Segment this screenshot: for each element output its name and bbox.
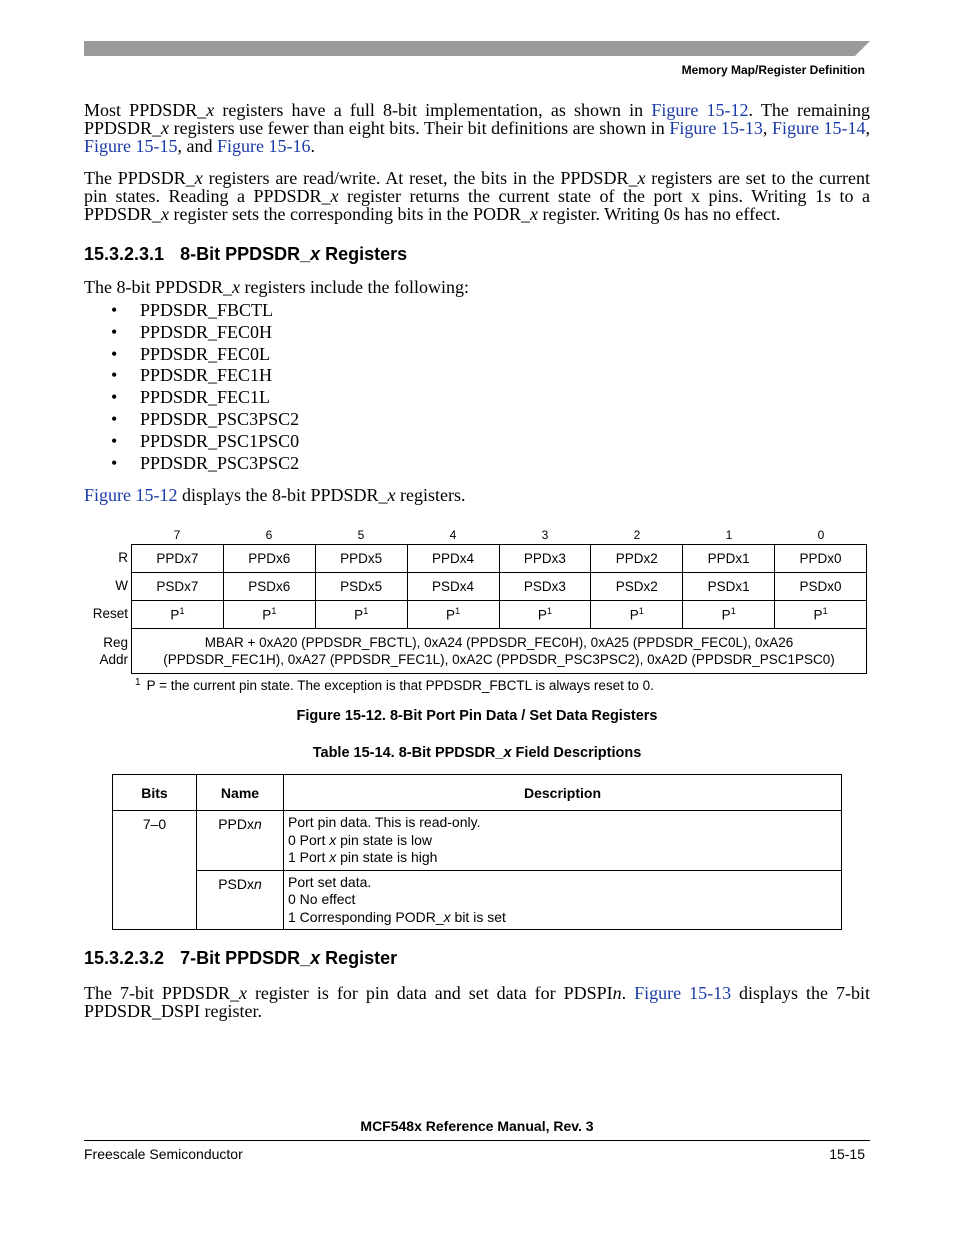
header-bar [84, 41, 870, 56]
register-list [111, 300, 299, 474]
bit-number: 6 [265, 528, 273, 542]
bit-number: 0 [817, 528, 825, 542]
bit-number: 2 [633, 528, 641, 542]
list-item: • PPDSDR_FEC1H [111, 365, 299, 387]
table-row [113, 870, 842, 930]
write-field: PSDx7 [132, 573, 224, 601]
table-row [113, 811, 842, 871]
figure-intro-line: Figure 15-12 displays the 8-bit PPDSDR_x registers. [84, 485, 466, 505]
bit-number-row [131, 528, 867, 542]
link-figure-15-12[interactable]: Figure 15-12 [84, 485, 178, 505]
link-figure-15-15[interactable]: Figure 15-15 [84, 136, 178, 156]
read-field: PPDx2 [591, 545, 683, 573]
list-item: • PPDSDR_PSC3PSC2 [111, 409, 299, 431]
bit-number: 3 [541, 528, 549, 542]
column-header-description: Description [284, 775, 842, 811]
column-header-name: Name [197, 775, 284, 811]
write-field: PSDx5 [315, 573, 407, 601]
reset-field: $P^1$ [132, 601, 224, 629]
write-field: PSDx6 [223, 573, 315, 601]
page-number: 15-15 [829, 1146, 865, 1162]
reset-field: $P^1$ [223, 601, 315, 629]
link-figure-15-16[interactable]: Figure 15-16 [217, 136, 311, 156]
read-field: PPDx6 [223, 545, 315, 573]
row-label-write: W [115, 578, 128, 593]
bit-number: 1 [725, 528, 733, 542]
read-row [132, 545, 867, 573]
address-row [132, 629, 867, 674]
section-heading-8bit: 15.3.2.3.1 8-Bit PPDSDR_x Registers [84, 244, 408, 264]
register-diagram [131, 544, 867, 674]
reset-field: $P^1$ [499, 601, 591, 629]
reset-field: $P^1$ [315, 601, 407, 629]
write-row [132, 573, 867, 601]
figure-caption: Figure 15-12. 8-Bit Port Pin Data / Set Data Registers [296, 708, 658, 724]
bit-number: 5 [357, 528, 365, 542]
row-label-read: R [118, 550, 128, 565]
list-item: • PPDSDR_PSC3PSC2 [111, 453, 299, 475]
footer-company: Freescale Semiconductor [84, 1146, 243, 1162]
name-cell: PPDxn [197, 811, 284, 871]
reset-field: $P^1$ [407, 601, 499, 629]
description-cell: Port set data. 0 No effect 1 Corresponding PODR_x bit is set [284, 870, 842, 930]
list-item: • PPDSDR_FEC0H [111, 322, 299, 344]
reset-field: $P^1$ [591, 601, 683, 629]
field-description-table [112, 774, 842, 930]
read-field: PPDx1 [683, 545, 775, 573]
reset-field: $P^1$ [775, 601, 867, 629]
write-field: PSDx4 [407, 573, 499, 601]
write-field: PSDx3 [499, 573, 591, 601]
table-caption: Table 15-14. 8-Bit PPDSDR_x Field Descriptions [312, 745, 642, 761]
footer-manual-title: MCF548x Reference Manual, Rev. 3 [360, 1118, 594, 1134]
name-cell: PSDxn [197, 870, 284, 930]
figure-footnote: $^1$ P = the current pin state. The exception is that PPDSDR_FBCTL is always reset to 0. [135, 677, 654, 693]
footer-divider [84, 1140, 870, 1141]
read-field: PPDx5 [315, 545, 407, 573]
section-heading-7bit: 15.3.2.3.2 7-Bit PPDSDR_x Register [84, 948, 398, 968]
read-field: PPDx4 [407, 545, 499, 573]
reset-field: $P^1$ [683, 601, 775, 629]
table-header-row [113, 775, 842, 811]
link-figure-15-13[interactable]: Figure 15-13 [634, 983, 732, 1003]
write-field: PSDx2 [591, 573, 683, 601]
list-item: • PPDSDR_FEC1L [111, 387, 299, 409]
read-field: PPDx0 [775, 545, 867, 573]
row-label-reg-addr: Reg Addr [99, 635, 128, 667]
description-cell: Port pin data. This is read-only. 0 Port x pin state is low 1 Port x pin state is high [284, 811, 842, 871]
read-field: PPDx3 [499, 545, 591, 573]
reset-row [132, 601, 867, 629]
address-cell: MBAR + 0xA20 (PPDSDR_FBCTL), 0xA24 (PPDSDR_FEC0H), 0xA25 (PPDSDR_FEC0L), 0xA26 (PPDSDR_FEC1H), 0xA27 (PPDSDR_FEC1L), 0xA2C (PPDSDR_PSC3PSC2), 0xA2D (PPDSDR_PSC1PSC0) [132, 629, 867, 674]
list-item: • PPDSDR_FEC0L [111, 344, 299, 366]
row-label-reset: Reset [92, 606, 128, 621]
bit-number: 7 [173, 528, 181, 542]
column-header-bits: Bits [113, 775, 197, 811]
list-item: • PPDSDR_PSC1PSC0 [111, 431, 299, 453]
write-field: PSDx1 [683, 573, 775, 601]
header-section-title: Memory Map/Register Definition [681, 63, 865, 77]
link-figure-15-14[interactable]: Figure 15-14 [771, 118, 866, 138]
intro-paragraph-2: The PPDSDR_x registers are read/write. At reset, the bits in the PPDSDR_x registers are set to the current pin states. Reading a PPDSDR_x register returns the current state of the port x pins. Writing 1s to a PPDSDR_x register sets the corresponding bits in the PODR_x register. Writing 0s has no effect. [84, 168, 870, 224]
bits-cell: 7–0 [113, 811, 197, 930]
read-field: PPDx7 [132, 545, 224, 573]
link-figure-15-13[interactable]: Figure 15-13 [669, 118, 763, 138]
list-item: • PPDSDR_FBCTL [111, 300, 299, 322]
write-field: PSDx0 [775, 573, 867, 601]
section1-lead: The 8-bit PPDSDR_x registers include the following: [84, 277, 469, 297]
intro-paragraph-1: Most PPDSDR_x registers have a full 8-bit implementation, as shown in Figure 15-12. The remaining PPDSDR_x registers use fewer than eight bits. Their bit definitions are shown in Figure 15-13, Figure 15-14, Figure 15-15, and Figure 15-16. [84, 100, 870, 156]
bit-number: 4 [449, 528, 457, 542]
section2-paragraph: The 7-bit PPDSDR_x register is for pin data and set data for PDSPIn. Figure 15-13 displays the 7-bit PPDSDR_DSPI register. [84, 983, 870, 1021]
link-figure-15-12[interactable]: Figure 15-12 [651, 100, 749, 120]
